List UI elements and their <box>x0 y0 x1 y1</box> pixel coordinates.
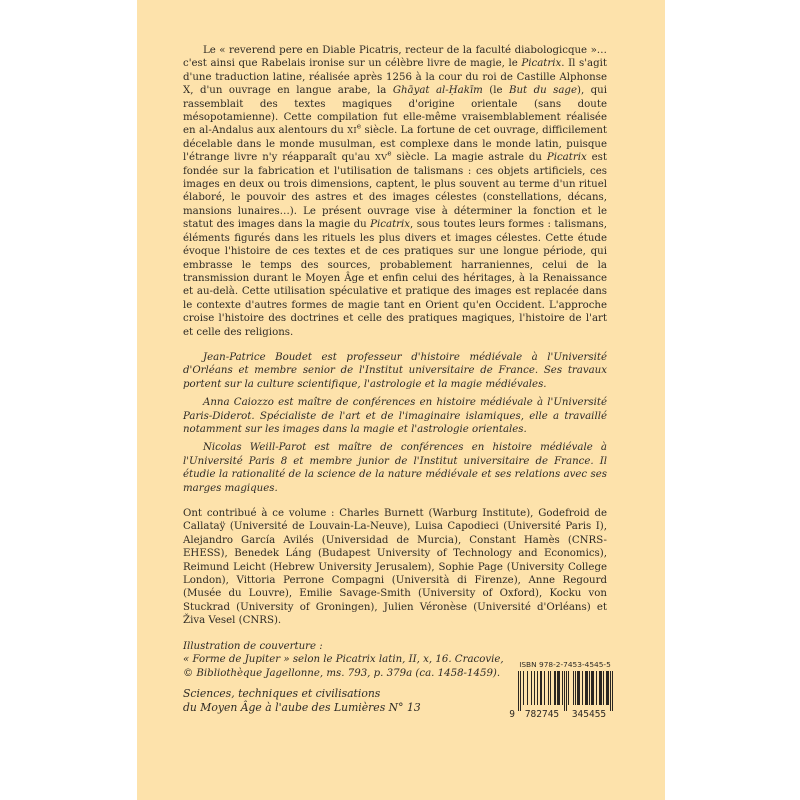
series-line-2: du Moyen Âge à l'aube des Lumières N° 13 <box>183 700 421 714</box>
series-title <box>183 687 421 715</box>
isbn-barcode <box>506 659 618 719</box>
barcode-digits-group2: 345455 <box>571 709 607 719</box>
barcode-digit-left: 9 <box>509 709 515 719</box>
barcode-svg <box>506 659 618 719</box>
book-back-cover <box>137 0 665 800</box>
credit-line-1: Illustration de couverture : <box>183 640 323 652</box>
barcode-bars <box>518 671 613 711</box>
barcode-digits-group1: 782745 <box>524 709 560 719</box>
isbn-label: ISBN 978-2-7453-4545-5 <box>519 660 611 669</box>
back-cover-text-column <box>183 44 607 680</box>
author-bio-caiozzo: Anna Caiozzo est maître de conférences en histoire médiévale à l'Université Paris-Diderot. Spécialiste de l'art et de l'imaginaire islamiques, elle a travaillé notamment sur les images dans la magie et l'astrologie orientales. <box>183 397 607 435</box>
series-line-1: Sciences, techniques et civilisations <box>183 687 381 700</box>
author-bio-boudet: Jean-Patrice Boudet est professeur d'histoire médiévale à l'Université d'Orléans et membre senior de l'Institut universitaire de France. Ses travaux portent sur la culture scientifique, l'astrologie et la magie médiévales. <box>183 351 607 390</box>
credit-line-3: © Bibliothèque Jagellonne, ms. 793, p. 379a (ca. 1458-1459). <box>183 667 501 679</box>
contributors-list: Ont contribué à ce volume : Charles Burnett (Warburg Institute), Godefroid de Callataÿ (Université de Louvain-La-Neuve), Luisa Capodieci (Université Paris I), Alejandro García Avilés (Universidad de Murcia), Constant Hamès (CNRS-EHESS), Benedek Láng (Budapest University of Technology and Economics), Reimund Leicht (Hebrew University Jerusalem), Sophie Page (University College London), Vittoria Perrone Compagni (Università di Firenze), Anne Regourd (Musée du Louvre), Emilie Savage-Smith (University of Oxford), Kocku von Stuckrad (University of Groningen), Julien Véronèse (Université d'Orléans) et Živa Vesel (CNRS). <box>183 508 607 627</box>
author-bio-weill-parot: Nicolas Weill-Parot est maître de conférences en histoire médiévale à l'Université Paris 8 et membre junior de l'Institut universitaire de France. Il étudie la rationalité de la science de la nature médiévale et ses relations avec ses marges magiques. <box>183 442 607 494</box>
credit-line-2: « Forme de Jupiter » selon le Picatrix latin, II, x, 16. Cracovie, <box>183 654 504 666</box>
book-blurb: Le « reverend pere en Diable Picatris, recteur de la faculté diabologicque »… c'est ainsi que Rabelais ironise sur un célèbre livre de magie, le Picatrix. Il s'agit d'une traduction latine, réalisée après 1256 à la cour du roi de Castille Alphonse X, d'un ouvrage en langue arabe, la Ghāyat al-Ḥakīm (le But du sage), qui rassemblait des textes magiques d'origine orientale (sans doute mésopotamienne). Cette compilation fut elle-même vraisemblablement réalisée en al-Andalus aux alentours du XIe siècle. La fortune de cet ouvrage, difficilement décelable dans le monde musulman, est complexe dans le monde latin, puisque l'étrange livre n'y réapparaît qu'au XVe siècle. La magie astrale du Picatrix est fondée sur la fabrication et l'utilisation de talismans : ces objets artificiels, ces images en deux ou trois dimensions, captent, le plus souvent au terme d'un rituel élaboré, le pouvoir des astres et des images célestes (constellations, décans, mansions lunaires…). Le présent ouvrage vise à déterminer la fonction et le statut des images dans la magie du Picatrix, sous toutes leurs formes : talismans, éléments figurés dans les rituels les plus divers et images célestes. Cette étude évoque l'histoire de ces textes et de ces pratiques sur une longue période, qui embrasse le temps des sources, probablement harraniennes, celui de la transmission durant le Moyen Âge et enfin celui des héritages, à la Renaissance et au-delà. Cette utilisation spéculative et pratique des images est replacée dans le contexte d'autres formes de magie tant en Orient qu'en Occident. L'approche croise l'histoire des doctrines et celle des pratiques magiques, l'histoire de l'art et celle des religions. <box>183 45 608 338</box>
